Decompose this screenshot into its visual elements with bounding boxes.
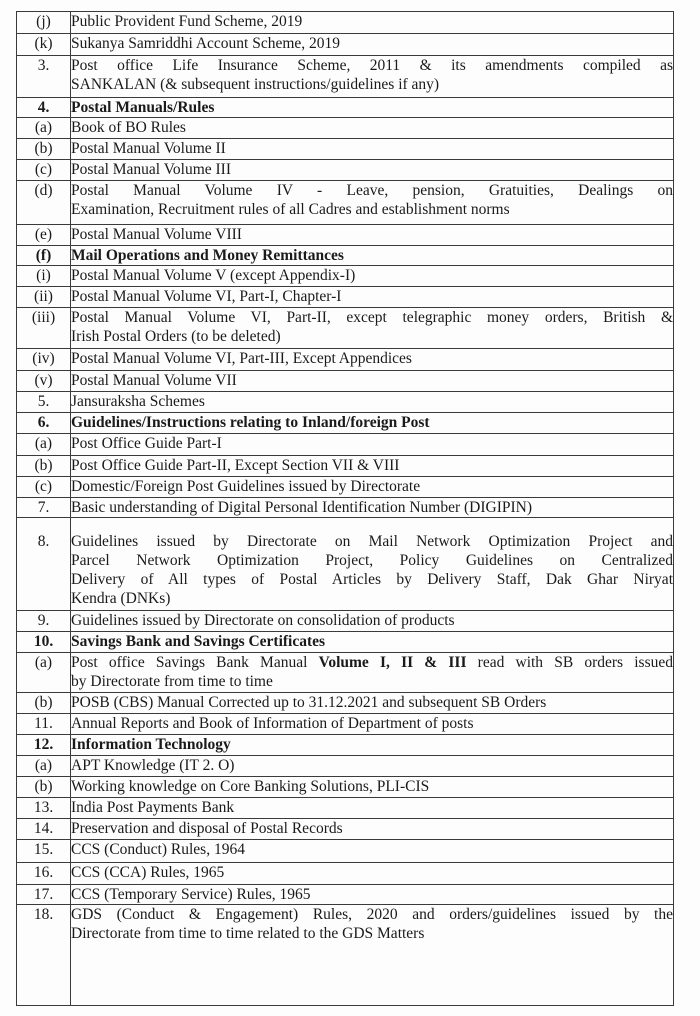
description-line: Annual Reports and Book of Information of Department of posts <box>71 715 474 732</box>
table-row <box>17 139 674 160</box>
table-row <box>17 735 674 756</box>
description-line: Preservation and disposal of Postal Records <box>71 820 343 837</box>
table-row <box>17 885 674 905</box>
table-row <box>17 12 674 34</box>
item-description <box>71 693 674 714</box>
description-line: SANKALAN (& subsequent instructions/guidelines if any) <box>71 76 440 93</box>
description-line: Domestic/Foreign Post Guidelines issued by Directorate <box>71 478 421 495</box>
item-description <box>71 714 674 735</box>
item-number: (a) <box>17 118 71 139</box>
description-line: Savings Bank and Savings Certificates <box>71 633 326 650</box>
item-description <box>71 456 674 477</box>
table-row <box>17 456 674 477</box>
item-number: 8. <box>17 518 71 611</box>
table-row <box>17 863 674 885</box>
table-row <box>17 225 674 246</box>
table-row <box>17 287 674 308</box>
item-description <box>71 777 674 798</box>
item-description <box>71 139 674 160</box>
item-number: 7. <box>17 498 71 518</box>
item-number: (a) <box>17 434 71 456</box>
table-row <box>17 266 674 287</box>
item-number: (iv) <box>17 349 71 371</box>
description-line: Postal Manual Volume II <box>71 140 226 157</box>
table-row <box>17 308 674 349</box>
item-description <box>71 611 674 632</box>
description-line: Irish Postal Orders (to be deleted) <box>71 328 281 345</box>
item-number: 10. <box>17 632 71 653</box>
item-number: (v) <box>17 371 71 392</box>
item-description <box>71 287 674 308</box>
description-line: GDS (Conduct & Engagement) Rules, 2020 and orders/guidelines issued by the <box>71 906 673 923</box>
item-number: 12. <box>17 735 71 756</box>
table-row <box>17 518 674 611</box>
item-description <box>71 56 674 98</box>
item-description <box>71 413 674 434</box>
table-row <box>17 714 674 735</box>
item-number: (k) <box>17 34 71 56</box>
item-number: (e) <box>17 225 71 246</box>
description-line: Directorate from time to time related to the GDS Matters <box>71 925 425 942</box>
table-row <box>17 392 674 413</box>
item-number: (i) <box>17 266 71 287</box>
description-line: Postal Manual Volume VI, Part-III, Except Appendices <box>71 350 412 367</box>
description-line: Information Technology <box>71 736 231 753</box>
table-row <box>17 819 674 840</box>
item-number: 14. <box>17 819 71 840</box>
table-row <box>17 434 674 456</box>
item-description <box>71 632 674 653</box>
item-description <box>71 118 674 139</box>
item-description <box>71 246 674 266</box>
table-row <box>17 611 674 632</box>
description-line <box>71 653 673 672</box>
text-fragment: read with SB orders issued <box>466 654 674 671</box>
item-number: (b) <box>17 777 71 798</box>
table-row <box>17 905 674 1006</box>
item-number: 18. <box>17 905 71 1006</box>
item-number: 13. <box>17 798 71 819</box>
table-row <box>17 181 674 225</box>
description-line: CCS (CCA) Rules, 1965 <box>71 864 225 881</box>
item-description <box>71 840 674 863</box>
table-row <box>17 413 674 434</box>
table-row <box>17 840 674 863</box>
item-description <box>71 160 674 181</box>
table-row <box>17 653 674 693</box>
item-description <box>71 518 674 611</box>
description-line: Jansuraksha Schemes <box>71 393 205 410</box>
item-description <box>71 371 674 392</box>
item-number: (j) <box>17 12 71 34</box>
description-line: Public Provident Fund Scheme, 2019 <box>71 13 303 30</box>
description-line: POSB (CBS) Manual Corrected up to 31.12.2021 and subsequent SB Orders <box>71 694 547 711</box>
item-number: (ii) <box>17 287 71 308</box>
item-description <box>71 98 674 118</box>
item-number: 9. <box>17 611 71 632</box>
description-line: Post Office Guide Part-I <box>71 435 222 452</box>
table-row <box>17 34 674 56</box>
item-description <box>71 12 674 34</box>
description-line: Postal Manuals/Rules <box>71 99 215 116</box>
item-description <box>71 434 674 456</box>
description-line: Postal Manual Volume VI, Part-I, Chapter-I <box>71 288 342 305</box>
table-row <box>17 118 674 139</box>
table-row <box>17 498 674 518</box>
description-line: Delivery of All types of Postal Articles by Delivery Staff, Dak Ghar Niryat <box>71 571 673 588</box>
description-line: Postal Manual Volume III <box>71 161 232 178</box>
description-line: Basic understanding of Digital Personal Identification Number (DIGIPIN) <box>71 499 533 516</box>
table-row <box>17 693 674 714</box>
description-line: Postal Manual Volume V (except Appendix-I) <box>71 267 356 284</box>
item-description <box>71 653 674 693</box>
description-line: Postal Manual Volume IV - Leave, pension, Gratuities, Dealings on <box>71 182 673 199</box>
description-line: Guidelines/Instructions relating to Inland/foreign Post <box>71 414 430 431</box>
item-description <box>71 819 674 840</box>
item-number: (f) <box>17 246 71 266</box>
table-row <box>17 756 674 777</box>
item-number: 11. <box>17 714 71 735</box>
description-line: Kendra (DNKs) <box>71 590 171 607</box>
item-number: 3. <box>17 56 71 98</box>
description-line: Guidelines issued by Directorate on consolidation of products <box>71 612 455 629</box>
item-number: (b) <box>17 693 71 714</box>
table-row <box>17 777 674 798</box>
description-line: Postal Manual Volume VII <box>71 372 237 389</box>
syllabus-table <box>16 11 674 1006</box>
description-line: Examination, Recruitment rules of all Cadres and establishment norms <box>71 201 510 218</box>
item-description <box>71 225 674 246</box>
description-line: CCS (Conduct) Rules, 1964 <box>71 841 245 858</box>
item-number: (d) <box>17 181 71 225</box>
table-row <box>17 371 674 392</box>
item-number: 6. <box>17 413 71 434</box>
item-description <box>71 266 674 287</box>
item-number: (c) <box>17 477 71 498</box>
item-number: 15. <box>17 840 71 863</box>
item-description <box>71 181 674 225</box>
item-number: (c) <box>17 160 71 181</box>
description-line: Working knowledge on Core Banking Solutions, PLI-CIS <box>71 778 430 795</box>
item-description <box>71 798 674 819</box>
table-row <box>17 477 674 498</box>
table-row <box>17 246 674 266</box>
item-number: (b) <box>17 456 71 477</box>
table-row <box>17 798 674 819</box>
description-line: Post office Life Insurance Scheme, 2011 & its amendments compiled as <box>71 57 673 74</box>
description-line: Mail Operations and Money Remittances <box>71 247 344 264</box>
item-number: (a) <box>17 756 71 777</box>
item-description <box>71 308 674 349</box>
description-line: Guidelines issued by Directorate on Mail Network Optimization Project and <box>71 533 673 550</box>
description-line: APT Knowledge (IT 2. O) <box>71 757 235 774</box>
description-line: by Directorate from time to time <box>71 673 273 690</box>
description-line: CCS (Temporary Service) Rules, 1965 <box>71 886 311 903</box>
item-number: (iii) <box>17 308 71 349</box>
table-row <box>17 98 674 118</box>
item-number: 5. <box>17 392 71 413</box>
item-number: 16. <box>17 863 71 885</box>
syllabus-table-body <box>17 12 674 1006</box>
item-description <box>71 905 674 1006</box>
item-description <box>71 885 674 905</box>
item-description <box>71 498 674 518</box>
description-line: Postal Manual Volume VIII <box>71 226 242 243</box>
item-description <box>71 756 674 777</box>
description-line: Post Office Guide Part-II, Except Section VII & VIII <box>71 457 400 474</box>
item-number: (a) <box>17 653 71 693</box>
table-row <box>17 349 674 371</box>
text-fragment: Post office Savings Bank Manual <box>71 654 319 671</box>
item-number: 4. <box>17 98 71 118</box>
item-number: (b) <box>17 139 71 160</box>
bold-fragment: Volume I, II & III <box>318 654 467 671</box>
description-line: Book of BO Rules <box>71 119 186 136</box>
item-description <box>71 392 674 413</box>
table-row <box>17 56 674 98</box>
item-description <box>71 477 674 498</box>
description-line: Sukanya Samriddhi Account Scheme, 2019 <box>71 35 341 52</box>
item-description <box>71 735 674 756</box>
item-description <box>71 34 674 56</box>
description-line: Parcel Network Optimization Project, Policy Guidelines on Centralized <box>71 552 673 569</box>
item-number: 17. <box>17 885 71 905</box>
item-description <box>71 349 674 371</box>
item-description <box>71 863 674 885</box>
table-row <box>17 160 674 181</box>
description-line: Postal Manual Volume VI, Part-II, except telegraphic money orders, British & <box>71 309 673 326</box>
table-row <box>17 632 674 653</box>
description-line: India Post Payments Bank <box>71 799 235 816</box>
